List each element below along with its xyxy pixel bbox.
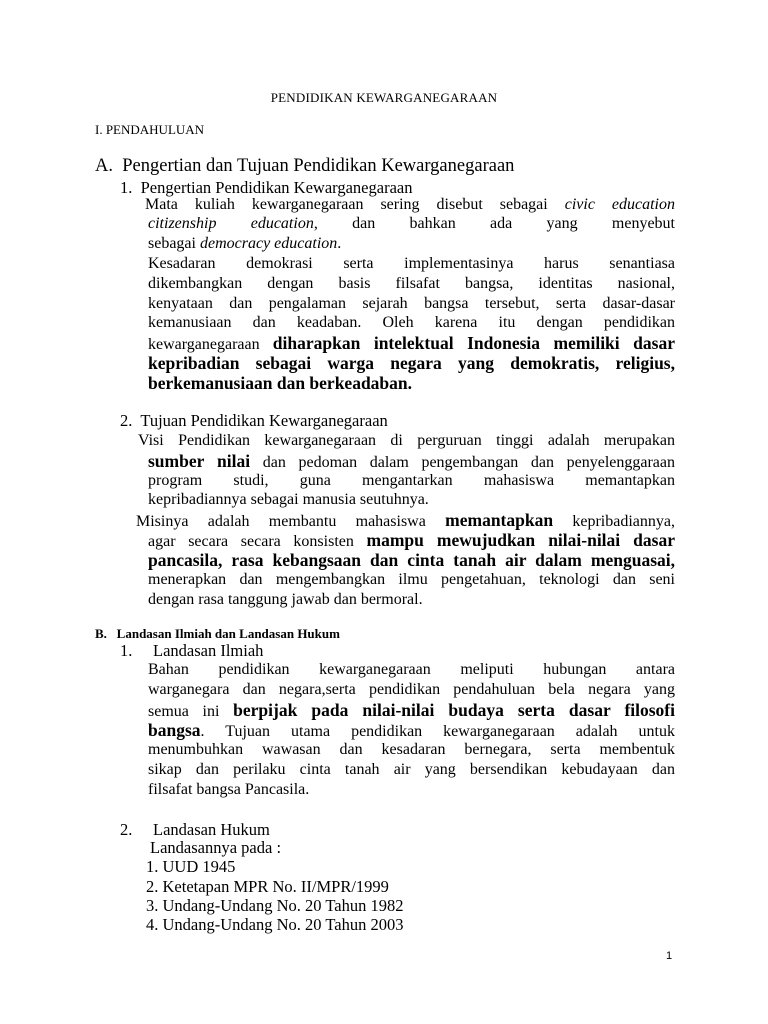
paragraph-line — [148, 214, 675, 234]
paragraph-line — [145, 195, 675, 215]
subsection-landasan-ilmiah-heading: 1. Landasan Ilmiah — [120, 641, 264, 660]
text-run-bold: memantapkan — [445, 510, 554, 530]
text-run-bold: berpijak pada nilai-nilai budaya serta dasar filosofi — [233, 700, 675, 720]
document-title: PENDIDIKAN KEWARGANEGARAAN — [270, 90, 498, 105]
list-item: 3. Undang-Undang No. 20 Tahun 1982 — [146, 896, 404, 915]
paragraph-line — [148, 234, 341, 254]
text-run: . — [337, 235, 342, 252]
paragraph-line — [148, 333, 675, 355]
paragraph-line: Visi Pendidikan kewarganegaraan di perguruan tinggi adalah merupakan — [138, 432, 675, 449]
paragraph-line: dikembangkan dengan basis filsafat bangsa, identitas nasional, — [148, 275, 675, 292]
paragraph-line: sikap dan perilaku cinta tanah air yang bersendikan kebudayaan dan — [148, 761, 675, 778]
paragraph-line: filsafat bangsa Pancasila. — [148, 781, 310, 798]
section-a-heading: A. Pengertian dan Tujuan Pendidikan Kewarganegaraan — [95, 156, 515, 176]
paragraph-line: kenyataan dan pengalaman sejarah bangsa tersebut, serta dasar-dasar — [148, 295, 675, 312]
paragraph-line — [136, 510, 675, 532]
subsection-landasan-hukum-heading: 2. Landasan Hukum — [120, 820, 270, 839]
text-run-bold: diharapkan intelektual Indonesia memiliki dasar — [272, 333, 675, 353]
section-heading-pendahuluan: I. PENDAHULUAN — [95, 122, 205, 137]
text-run: agar secara secara konsisten — [148, 533, 367, 550]
text-run-bold: sumber nilai — [148, 451, 251, 471]
paragraph-line-bold: pancasila, rasa kebangsaan dan cinta tanah air dalam menguasai, — [148, 550, 675, 570]
paragraph-line — [148, 530, 675, 552]
text-run-italic: citizenship education — [148, 215, 314, 232]
text-run-bold: mampu mewujudkan nilai-nilai dasar — [366, 530, 675, 550]
text-run: sebagai — [148, 235, 200, 252]
paragraph-line: menerapkan dan mengembangkan ilmu pengetahuan, teknologi dan seni — [148, 571, 675, 588]
paragraph-line: kepribadiannya sebagai manusia seutuhnya. — [148, 491, 429, 508]
paragraph-line: kemanusiaan dan keadaban. Oleh karena itu dengan pendidikan — [148, 314, 675, 331]
text-run-italic: democracy education — [199, 235, 338, 252]
text-run-italic: civic education — [564, 196, 675, 213]
text-run: Misinya adalah membantu mahasiswa — [136, 513, 446, 530]
text-run-bold: bangsa — [148, 720, 201, 740]
paragraph-line: dengan rasa tanggung jawab dan bermoral. — [148, 591, 423, 608]
paragraph-line: Kesadaran demokrasi serta implementasinya harus senantiasa — [148, 255, 675, 272]
paragraph-line — [148, 720, 675, 742]
list-item: 2. Ketetapan MPR No. II/MPR/1999 — [146, 877, 389, 896]
text-run: kepribadiannya, — [553, 513, 676, 530]
section-b-heading: B. Landasan Ilmiah dan Landasan Hukum — [95, 626, 340, 641]
paragraph-line — [148, 451, 675, 473]
paragraph-line: menumbuhkan wawasan dan kesadaran bernegara, serta membentuk — [148, 741, 675, 758]
text-run: Mata kuliah kewarganegaraan sering disebut sebagai — [145, 196, 565, 213]
text-run: dan pedoman dalam pengembangan dan penyelenggaraan — [250, 454, 676, 471]
paragraph-line: warganegara dan negara,serta pendidikan pendahuluan bela negara yang — [148, 681, 675, 698]
subsection-tujuan-heading: 2. Tujuan Pendidikan Kewarganegaraan — [120, 411, 388, 430]
list-intro: Landasannya pada : — [150, 838, 282, 857]
paragraph-line: Bahan pendidikan kewarganegaraan meliputi hubungan antara — [148, 661, 675, 678]
page-number: 1 — [666, 950, 673, 962]
paragraph-line: program studi, guna mengantarkan mahasiswa memantapkan — [148, 472, 675, 489]
list-item: 4. Undang-Undang No. 20 Tahun 2003 — [146, 915, 404, 934]
paragraph-line-bold: kepribadian sebagai warga negara yang demokratis, religius, — [148, 353, 675, 373]
text-run: , dan bahkan ada yang menyebut — [313, 215, 676, 232]
list-item: 1. UUD 1945 — [146, 857, 236, 876]
subsection-pengertian-heading: 1. Pengertian Pendidikan Kewarganegaraan — [120, 178, 413, 197]
paragraph-line — [148, 700, 675, 722]
text-run: semua ini — [148, 703, 234, 720]
paragraph-line-bold: berkemanusiaan dan berkeadaban. — [148, 373, 413, 393]
text-run: kewarganegaraan — [148, 336, 273, 353]
text-run: . Tujuan utama pendidikan kewarganegaraan adalah untuk — [200, 723, 675, 740]
